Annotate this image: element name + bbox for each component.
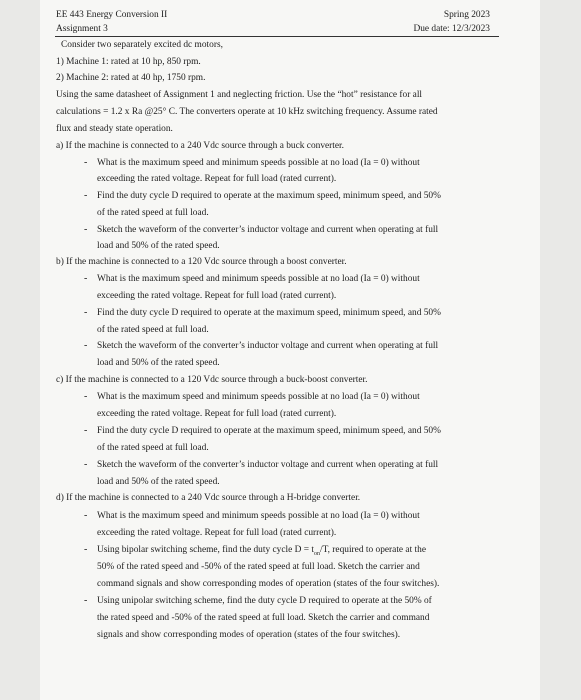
part-d-item-3-cont: the rated speed and -50% of the rated speed at full load. Sketch the carrier and command [97,613,430,623]
bullet-dash: - [84,595,88,606]
bullet-dash: - [84,224,88,235]
header-divider [55,36,499,37]
part-b-item-2: Find the duty cycle D required to operate at the maximum speed, minimum speed, and 50% [97,308,441,318]
term-label: Spring 2023 [443,10,490,20]
part-c-item-1: What is the maximum speed and minimum speeds possible at no load (Ia = 0) without [97,392,420,402]
intro-line: Consider two separately excited dc motors, [61,40,223,50]
part-a-item-2-cont: of the rated speed at full load. [97,208,209,218]
bullet-dash: - [84,307,88,318]
part-c-heading: c) If the machine is connected to a 120 Vdc source through a buck-boost converter. [56,375,368,385]
part-a-heading: a) If the machine is connected to a 240 Vdc source through a buck converter. [56,141,345,151]
part-d-heading: d) If the machine is connected to a 240 Vdc source through a H-bridge converter. [56,493,361,503]
part-d-item-2-text: Using bipolar switching scheme, find the duty cycle D = t [97,545,314,555]
intro-paragraph-3: flux and steady state operation. [56,124,173,134]
intro-paragraph-1: Using the same datasheet of Assignment 1 and neglecting friction. Use the “hot” resistance for all [56,90,423,100]
bullet-dash: - [84,459,88,470]
bullet-dash: - [84,425,88,436]
bullet-dash: - [84,157,88,168]
part-b-item-3-cont: load and 50% of the rated speed. [97,358,220,368]
machine-1: 1) Machine 1: rated at 10 hp, 850 rpm. [56,57,201,67]
part-d-item-2-cont2: command signals and show corresponding modes of operation (states of the four switches). [97,579,440,589]
part-d-item-1: What is the maximum speed and minimum speeds possible at no load (Ia = 0) without [97,511,420,521]
part-c-item-3: Sketch the waveform of the converter’s inductor voltage and current when operating at full [97,460,439,470]
part-d-item-3: Using unipolar switching scheme, find the duty cycle D required to operate at the 50% of [97,596,432,606]
part-a-item-3-cont: load and 50% of the rated speed. [97,241,220,251]
part-a-item-1-cont: exceeding the rated voltage. Repeat for full load (rated current). [97,174,337,184]
part-d-item-2 [97,544,426,560]
part-b-item-1-cont: exceeding the rated voltage. Repeat for full load (rated current). [97,291,337,301]
part-c-item-3-cont: load and 50% of the rated speed. [97,477,220,487]
part-d-item-2-cont: 50% of the rated speed and -50% of the rated speed at full load. Sketch the carrier and [97,562,420,572]
part-a-item-3: Sketch the waveform of the converter’s inductor voltage and current when operating at full [97,225,439,235]
subscript-on: on [313,550,320,557]
part-c-item-2: Find the duty cycle D required to operate at the maximum speed, minimum speed, and 50% [97,426,441,436]
part-d-item-1-cont: exceeding the rated voltage. Repeat for full load (rated current). [97,528,337,538]
bullet-dash: - [84,391,88,402]
part-b-heading: b) If the machine is connected to a 120 Vdc source through a boost converter. [56,257,347,267]
part-a-item-2: Find the duty cycle D required to operate at the maximum speed, minimum speed, and 50% [97,191,441,201]
part-b-item-1: What is the maximum speed and minimum speeds possible at no load (Ia = 0) without [97,274,420,284]
bullet-dash: - [84,273,88,284]
bullet-dash: - [84,190,88,201]
due-date: Due date: 12/3/2023 [413,24,490,34]
part-b-item-2-cont: of the rated speed at full load. [97,325,209,335]
part-a-item-1: What is the maximum speed and minimum speeds possible at no load (Ia = 0) without [97,158,420,168]
part-c-item-1-cont: exceeding the rated voltage. Repeat for full load (rated current). [97,409,337,419]
part-d-item-3-cont2: signals and show corresponding modes of operation (states of the four switches). [97,630,401,640]
intro-paragraph-2: calculations = 1.2 x Ra @25° C. The converters operate at 10 kHz switching frequency. Assume rated [56,107,438,117]
bullet-dash: - [84,340,88,351]
bullet-dash: - [84,544,88,555]
bullet-dash: - [84,510,88,521]
machine-2: 2) Machine 2: rated at 40 hp, 1750 rpm. [56,73,206,83]
part-c-item-2-cont: of the rated speed at full load. [97,443,209,453]
course-title: EE 443 Energy Conversion II [56,10,168,20]
assignment-label: Assignment 3 [56,24,108,34]
part-d-item-2-text-end: /T, required to operate at the [319,545,426,555]
part-b-item-3: Sketch the waveform of the converter’s inductor voltage and current when operating at full [97,341,439,351]
